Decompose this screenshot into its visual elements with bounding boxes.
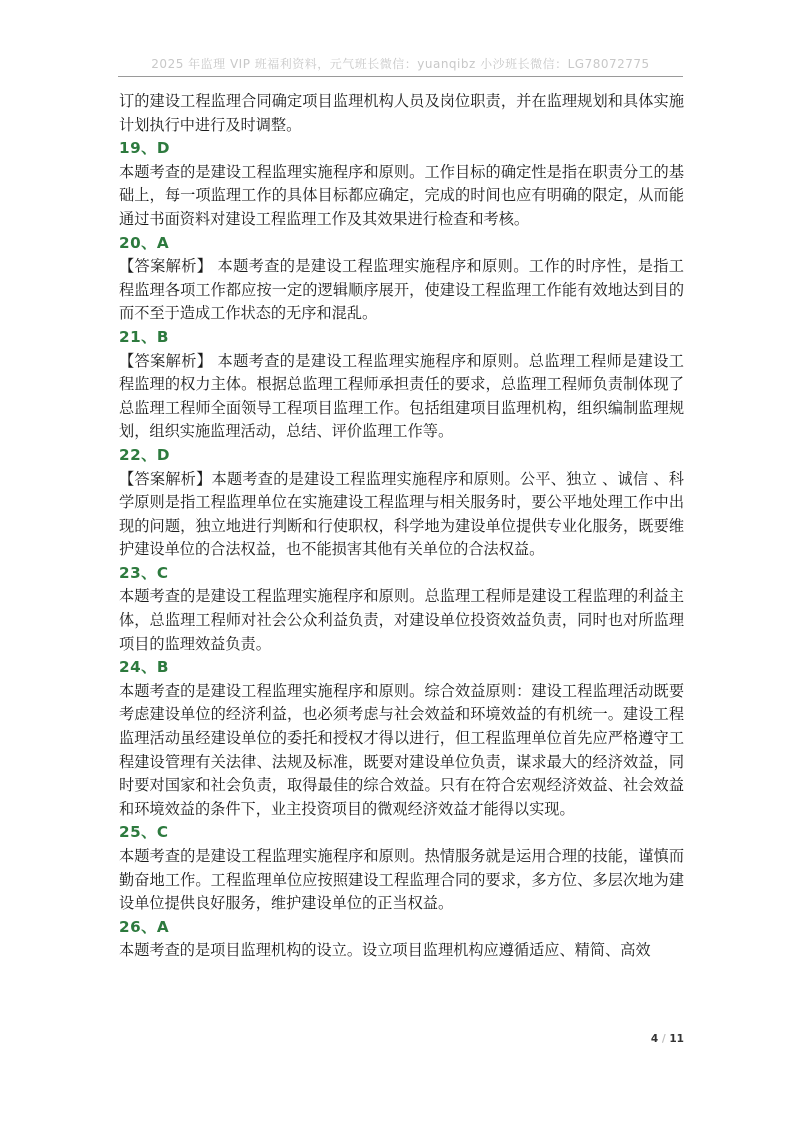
answer-explanation: 【答案解析】本题考查的是建设工程监理实施程序和原则。公平、独立 、诚信 、科学原则是指工程监理单位在实施建设工程监理与相关服务时，要公平地处理工作中出现的问题，独立地进行判断和行使职权，科学地为建设单位提供专业化服务，既要维护建设单位的合法权益，也不能损害其他有关单位的合法权益。 (119, 469, 684, 559)
answer-explanation: 本题考查的是建设工程监理实施程序和原则。总监理工程师是建设工程监理的利益主体，总监理工程师对社会公众利益负责，对建设单位投资效益负责，同时也对所监理项目的监理效益负责。 (119, 587, 684, 653)
answer-explanation: 本题考查的是建设工程监理实施程序和原则。综合效益原则：建设工程监理活动既要考虑建设单位的经济利益，也必须考虑与社会效益和环境效益的有机统一。建设工程监理活动虽经建设单位的委托和授权才得以进行，但工程监理单位首先应严格遵守工程建设管理有关法律、法规及标准，既要对建设单位负责，谋求最大的经济效益，同时要对国家和社会负责，取得最佳的综合效益。只有在符合宏观经济效益、社会效益和环境效益的条件下，业主投资项目的微观经济效益才能得以实现。 (119, 681, 684, 818)
answer-item (119, 232, 684, 326)
page-total: 11 (669, 1033, 684, 1045)
answer-explanation: 本题考查的是建设工程监理实施程序和原则。热情服务就是运用合理的技能，谨慎而勤奋地工作。工程监理单位应按照建设工程监理合同的要求，多方位、多层次地为建设单位提供良好服务，维护建设单位的正当权益。 (119, 847, 684, 913)
answer-label: 20、A (119, 233, 170, 252)
answer-label: 22、D (119, 445, 170, 464)
page-current: 4 (650, 1033, 659, 1045)
page-number (630, 1033, 684, 1045)
answer-label: 24、B (119, 658, 169, 677)
answer-explanation: 【答案解析】 本题考查的是建设工程监理实施程序和原则。总监理工程师是建设工程监理的权力主体。根据总监理工程师承担责任的要求，总监理工程师负责制体现了总监理工程师全面领导工程项目监理工作。包括组建项目监理机构，组织编制监理规划，组织实施监理活动，总结、评价监理工作等。 (119, 351, 684, 441)
intro-paragraph: 订的建设工程监理合同确定项目监理机构人员及岗位职责，并在监理规划和具体实施计划执行中进行及时调整。 (119, 92, 684, 134)
answer-label: 25、C (119, 823, 169, 842)
answer-explanation: 本题考查的是项目监理机构的设立。设立项目监理机构应遵循适应、精简、高效 (119, 941, 651, 960)
answer-item (119, 326, 684, 444)
answer-item (119, 916, 684, 963)
answer-item (119, 562, 684, 656)
page-header: 2025 年监理 VIP 班福利资料，元气班长微信：yuanqibz 小沙班长微信：LG78072775 (118, 52, 683, 77)
answer-explanation: 本题考查的是建设工程监理实施程序和原则。工作目标的确定性是指在职责分工的基础上，每一项监理工作的具体目标都应确定，完成的时间也应有明确的限定，从而能通过书面资料对建设工程监理工作及其效果进行检查和考核。 (119, 162, 684, 228)
answer-item (119, 444, 684, 562)
answer-label: 21、B (119, 327, 169, 346)
answer-item (119, 821, 684, 915)
answer-item (119, 656, 684, 821)
answer-label: 19、D (119, 139, 170, 158)
document-body (119, 90, 684, 963)
answer-item (119, 137, 684, 231)
answer-explanation: 【答案解析】 本题考查的是建设工程监理实施程序和原则。工作的时序性，是指工程监理各项工作都应按一定的逻辑顺序展开，使建设工程监理工作能有效地达到目的而不至于造成工作状态的无序和混乱。 (119, 257, 684, 323)
page-separator: / (661, 1033, 666, 1045)
answer-label: 23、C (119, 563, 169, 582)
answer-label: 26、A (119, 917, 170, 936)
